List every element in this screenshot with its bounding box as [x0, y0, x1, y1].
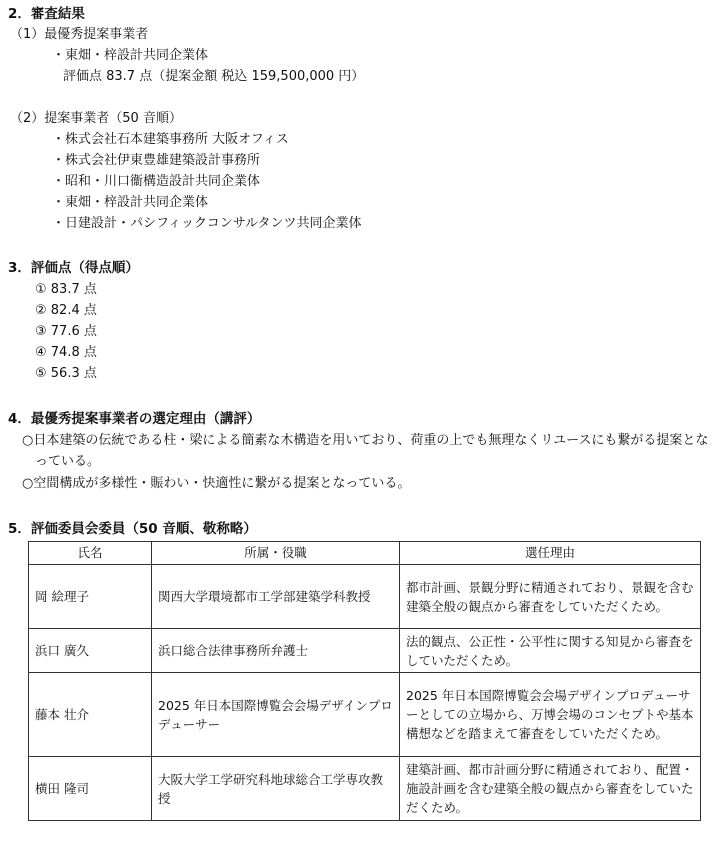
score-item: ⑤ 56.3 点 — [35, 366, 97, 381]
table-row — [29, 565, 701, 629]
member-reason: 法的観点、公正性・公平性に関する知見から審査をしていただくため。 — [400, 629, 701, 673]
column-header-reason: 選任理由 — [400, 542, 701, 565]
section-2-title: 2．審査結果 — [8, 6, 85, 22]
member-name: 岡 絵理子 — [29, 565, 152, 629]
member-reason: 2025 年日本国際博覧会会場デザインプロデューサーとしての立場から、万博会場のコンセプトや基本構想などを踏まえて審査をしていただくため。 — [400, 673, 701, 757]
table-header-row — [29, 542, 701, 565]
proposer-item: ・日建設計・パシフィックコンサルタンツ共同企業体 — [52, 216, 362, 231]
selection-reason: ○日本建築の伝統である柱・梁による簡素な木構造を用いており、荷重の上でも無理なくリユースにも繋がる提案となっている。 — [22, 433, 709, 469]
section-3-title: 3．評価点（得点順） — [8, 260, 139, 276]
member-affiliation: 2025 年日本国際博覧会会場デザインプロデューサー — [152, 673, 400, 757]
section-4-title: 4．最優秀提案事業者の選定理由（講評） — [8, 411, 261, 427]
table-row — [29, 757, 701, 821]
table-row — [29, 629, 701, 673]
member-name: 浜口 廣久 — [29, 629, 152, 673]
proposers-subheading: （2）提案事業者（50 音順） — [10, 111, 182, 126]
proposer-item: ・東畑・梓設計共同企業体 — [52, 195, 209, 210]
column-header-name: 氏名 — [29, 542, 152, 565]
score-item: ① 83.7 点 — [35, 282, 97, 297]
score-item: ③ 77.6 点 — [35, 324, 97, 339]
column-header-affiliation: 所属・役職 — [152, 542, 400, 565]
section-5-title: 5．評価委員会委員（50 音順、敬称略） — [8, 521, 257, 537]
proposer-item: ・昭和・川口衞構造設計共同企業体 — [52, 174, 261, 189]
proposer-item: ・株式会社伊東豊雄建築設計事務所 — [52, 153, 261, 168]
member-reason: 建築計画、都市計画分野に精通されており、配置・施設計画を含む建築全般の観点から審査をしていただくため。 — [400, 757, 701, 821]
member-affiliation: 浜口総合法律事務所弁護士 — [152, 629, 400, 673]
member-name: 藤本 壮介 — [29, 673, 152, 757]
member-name: 横田 隆司 — [29, 757, 152, 821]
member-affiliation: 関西大学環境都市工学部建築学科教授 — [152, 565, 400, 629]
winner-score-line: 評価点 83.7 点（提案金額 税込 159,500,000 円） — [63, 69, 365, 84]
winner-name: ・東畑・梓設計共同企業体 — [52, 48, 209, 63]
member-affiliation: 大阪大学工学研究科地球総合工学専攻教授 — [152, 757, 400, 821]
score-item: ② 82.4 点 — [35, 303, 97, 318]
selection-reason: ○空間構成が多様性・賑わい・快適性に繋がる提案となっている。 — [22, 476, 411, 491]
committee-table — [28, 541, 701, 821]
winner-subheading: （1）最優秀提案事業者 — [10, 27, 149, 42]
proposer-item: ・株式会社石本建築事務所 大阪オフィス — [52, 132, 289, 147]
table-row — [29, 673, 701, 757]
member-reason: 都市計画、景観分野に精通されており、景観を含む建築全般の観点から審査をしていただくため。 — [400, 565, 701, 629]
score-item: ④ 74.8 点 — [35, 345, 97, 360]
